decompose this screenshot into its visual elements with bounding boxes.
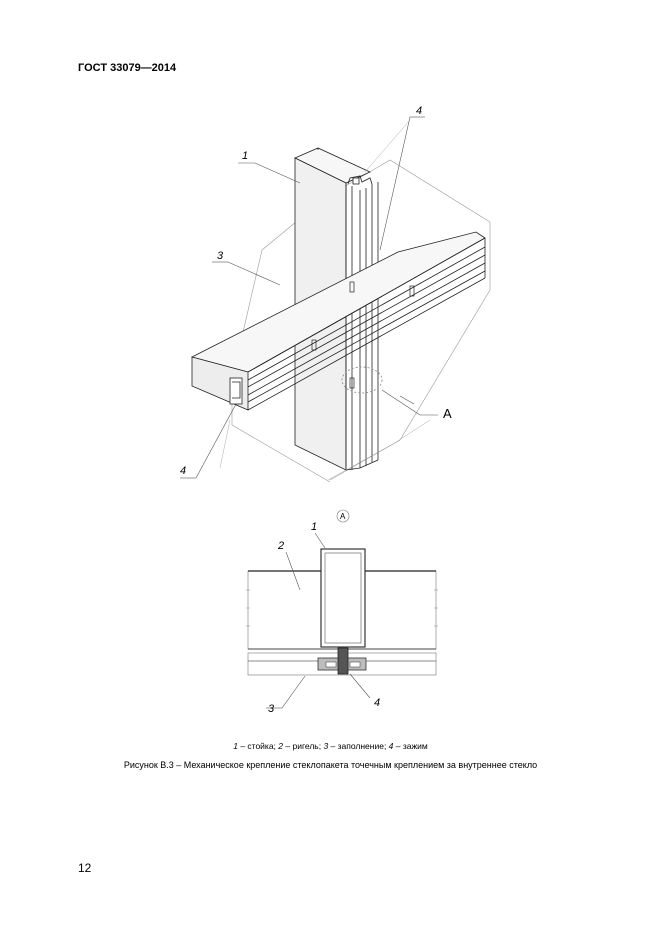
iso-label-3: 3 xyxy=(217,250,224,262)
figure-legend xyxy=(0,741,661,751)
iso-label-4-bottom: 4 xyxy=(180,465,187,477)
iso-label-4-top: 4 xyxy=(416,105,423,117)
section-clamp xyxy=(318,648,366,674)
legend-num: 1 xyxy=(233,741,238,751)
section-label-2: 2 xyxy=(278,540,285,552)
legend-num: 2 xyxy=(278,741,284,751)
iso-label-1: 1 xyxy=(242,150,249,162)
iso-detail-ref: A xyxy=(443,406,452,421)
section-view xyxy=(246,510,438,708)
legend-num: 4 xyxy=(388,741,394,751)
section-label-4: 4 xyxy=(374,697,381,709)
page-number: 12 xyxy=(78,861,92,875)
legend-text: – заполнение; xyxy=(328,741,389,751)
section-label-3: 3 xyxy=(268,703,275,715)
section-label-1: 1 xyxy=(311,521,318,533)
figure-caption: Рисунок В.3 – Механическое крепление стеклопакета точечным креплением за внутреннее стекло xyxy=(123,760,538,770)
isometric-view xyxy=(180,117,490,482)
legend-text: – стойка; xyxy=(237,741,279,751)
document-header: ГОСТ 33079—2014 xyxy=(78,62,177,74)
legend-num: 3 xyxy=(323,741,329,751)
detail-circle xyxy=(342,367,382,393)
legend-text: – зажим xyxy=(393,741,428,751)
legend-text: – ригель; xyxy=(283,741,324,751)
section-title: A xyxy=(340,512,346,521)
